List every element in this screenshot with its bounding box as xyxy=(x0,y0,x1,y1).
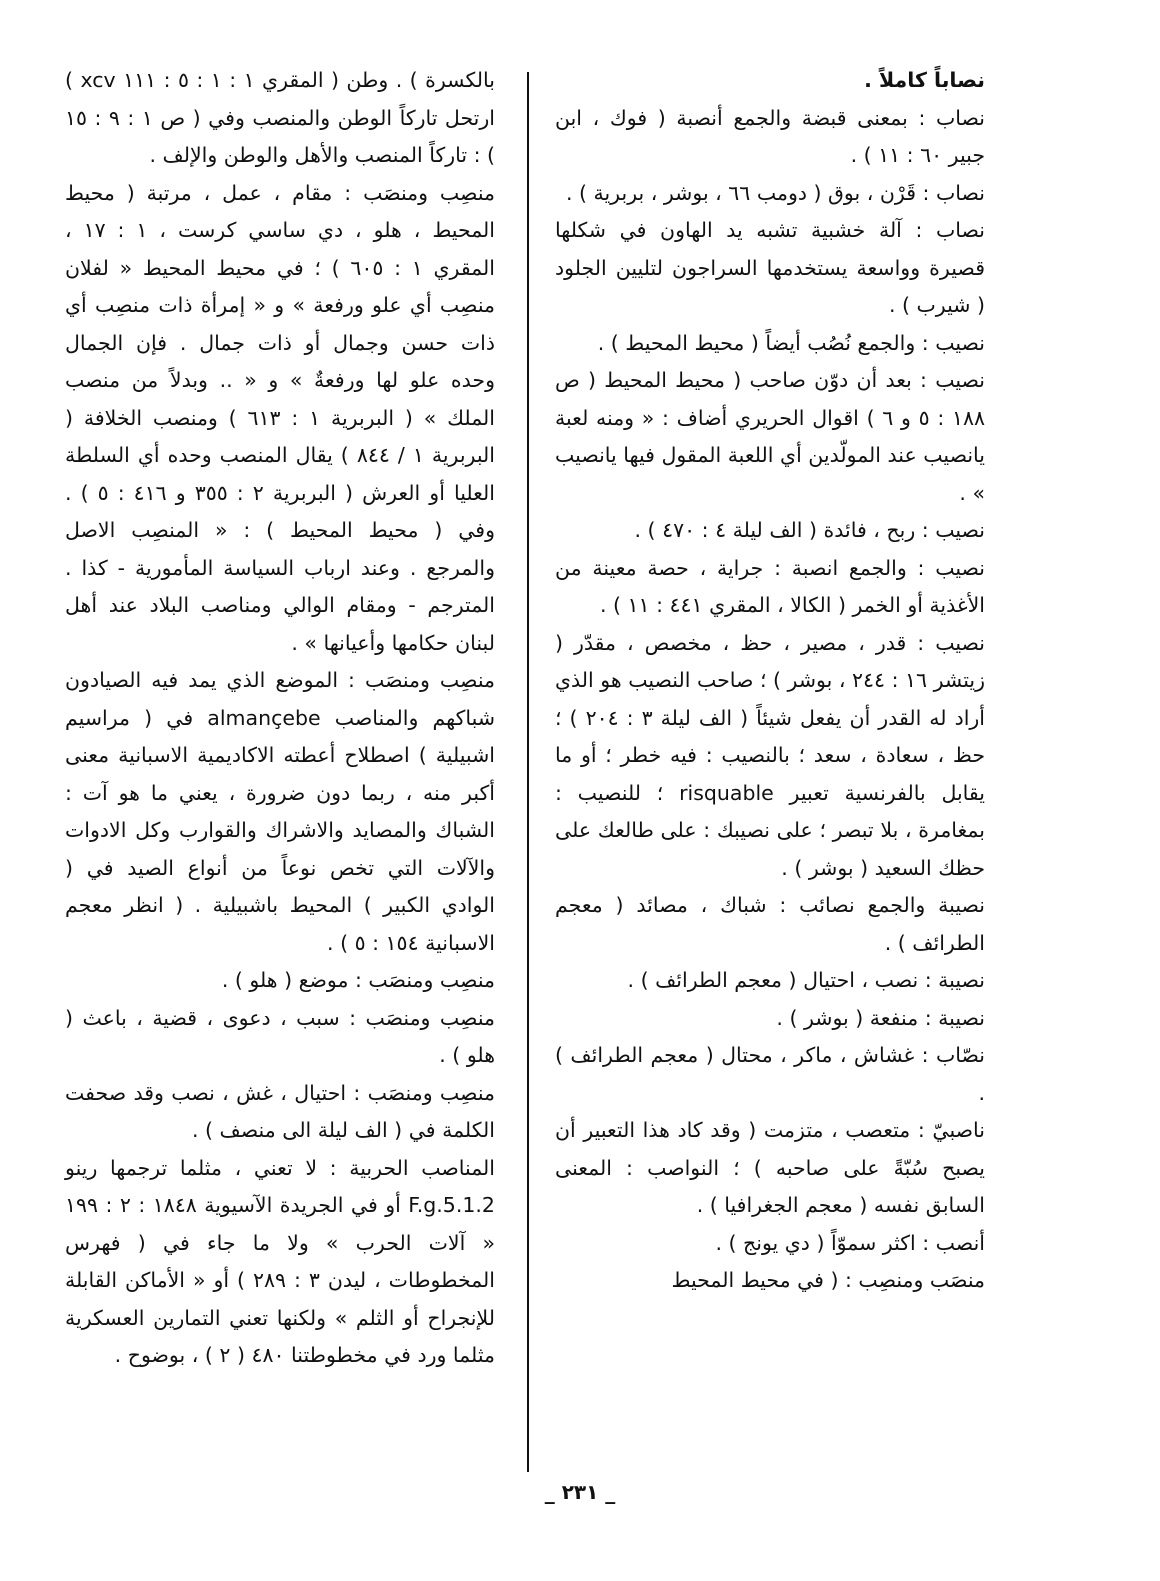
entry-paragraph: منصِب ومنصَب : سبب ، دعوى ، قضية ، باعث ( هلو ) . xyxy=(65,1005,495,1067)
page-number: _ ٢٣١ _ xyxy=(544,1480,616,1504)
entry-paragraph: نصاباً كاملاً . xyxy=(864,68,985,92)
entry-paragraph: نصيب : والجمع نُصُب أيضاً ( محيط المحيط ) . xyxy=(597,330,985,355)
entry-paragraph: نصيبة : نصب ، احتيال ( معجم الطرائف ) . xyxy=(627,968,985,992)
right-column xyxy=(555,62,985,1300)
entry-paragraph: نصّاب : غشاش ، ماكر ، محتال ( معجم الطرائف ) . xyxy=(555,1043,985,1105)
entry-paragraph: ناصبيّ : متعصب ، متزمت ( وقد كاد هذا التعبير أن يصبح سُبّةً على صاحبه ) ؛ النواصب : المعنى السابق نفسه ( معجم الجغرافيا ) . xyxy=(555,1118,985,1217)
entry-paragraph: نصيبة : منفعة ( بوشر ) . xyxy=(776,1005,985,1030)
entry-paragraph: منصِب ومنصَب : موضع ( هلو ) . xyxy=(221,968,495,992)
entry-paragraph: نصاب : بمعنى قبضة والجمع أنصبة ( فوك ، ابن جبير ٦٠ : ١١ ) . xyxy=(555,105,985,167)
column-divider xyxy=(527,72,529,1472)
entry-paragraph: المناصب الحربية : لا تعني ، مثلما ترجمها رينو F.g.5.1.2 أو في الجريدة الآسيوية ١٨٤٨ : ٢ : ١٩٩ « آلات الحرب » ولا ما جاء في ( فهرس المخطوطات ، ليدن ٣ : ٢٨٩ ) أو « الأماكن القابلة للإنجراح أو الثلم » ولكنها تعني التمارين العسكرية مثلما ورد في مخطوطتنا ٤٨٠ ( ٢ ) ، بوضوح . xyxy=(65,1155,495,1367)
entry-paragraph: منصِب ومنصَب : الموضع الذي يمد فيه الصيادون شباكهم والمناصب almançebe في ( مراسيم اشبيلية ) اصطلاح أعطته الاكاديمية الاسبانية معنى أكبر منه ، ربما دون ضرورة ، يعني ما هو آت : الشباك والمصايد والاشراك والقوارب وكل الادوات والآلات التي تخص نوعاً من أنواع الصيد في ( الوادي الكبير ) المحيط باشبيلية . ( انظر معجم الاسبانية ١٥٤ : ٥ ) . xyxy=(65,668,495,955)
entry-paragraph: نصيب : والجمع انصبة : جراية ، حصة معينة من الأغذية أو الخمر ( الكالا ، المقري ٤٤١ : ١١ ) . xyxy=(555,555,985,617)
left-column xyxy=(65,62,495,1375)
entry-paragraph: نصيب : بعد أن دوّن صاحب ( محيط المحيط ( ص ١٨٨ : ٥ و ٦ ) اقوال الحريري أضاف : « ومنه لعبة يانصيب عند المولّدين أي اللعبة المقول فيها يانصيب » . xyxy=(555,368,985,505)
entry-paragraph: بالكسرة ) . وطن ( المقري ١ : ١ : ٥ : ١١١ xcv ) ارتحل تاركاً الوطن والمنصب وفي ( ص ١ : ٩ : ١٥ ) : تاركاً المنصب والأهل والوطن والإلف . xyxy=(65,68,495,167)
entry-paragraph: نصاب : آلة خشبية تشبه يد الهاون في شكلها قصيرة وواسعة يستخدمها السراجون لتليين الجلود ( شيرب ) . xyxy=(555,218,985,317)
entry-paragraph: أنصب : اكثر سموّاً ( دي يونج ) . xyxy=(715,1230,985,1255)
entry-paragraph: منصَب ومنصِب : ( في محيط المحيط xyxy=(671,1268,985,1292)
entry-paragraph: منصِب ومنصَب : مقام ، عمل ، مرتبة ( محيط المحيط ، هلو ، دي ساسي كرست ، ١ : ١٧ ، المقري ١ : ٦٠٥ ) ؛ في محيط المحيط « لفلان منصِب أي علو ورفعة » و « إمرأة ذات منصِب أي ذات حسن وجمال أو ذات جمال . فإن الجمال وحده علو لها ورفعةٌ » و « .. وبدلاً من منصب الملك » ( البربرية ١ : ٦١٣ ) ومنصب الخلافة ( البربرية ١ / ٨٤٤ ) يقال المنصب وحده أي السلطة العليا أو العرش ( البربرية ٢ : ٣٥٥ و ٤١٦ : ٥ ) . وفي ( محيط المحيط ) : « المنصِب الاصل والمرجع . وعند ارباب السياسة المأمورية - كذا . المترجم - ومقام الوالي ومناصب البلاد عند أهل لبنان حكامها وأعيانها » . xyxy=(65,180,495,655)
entry-paragraph: نصيبة والجمع نصائب : شباك ، مصائد ( معجم الطرائف ) . xyxy=(555,893,985,955)
entry-paragraph: منصِب ومنصَب : احتيال ، غش ، نصب وقد صحفت الكلمة في ( الف ليلة الى منصف ) . xyxy=(65,1080,495,1142)
entry-paragraph: نصيب : ربح ، فائدة ( الف ليلة ٤ : ٤٧٠ ) . xyxy=(634,518,985,542)
entry-paragraph: نصاب : قَرْن ، بوق ( دومب ٦٦ ، بوشر ، بربرية ) . xyxy=(565,180,985,205)
entry-paragraph: نصيب : قدر ، مصير ، حظ ، مخصص ، مقدّر ( زيتشر ١٦ : ٢٤٤ ، بوشر ) ؛ صاحب النصيب هو الذي أراد له القدر أن يفعل شيئاً ( الف ليلة ٣ : ٢٠٤ ) ؛ حظ ، سعادة ، سعد ؛ بالنصيب : فيه خطر ؛ أو ما يقابل بالفرنسية تعبير risquable ؛ للنصيب : بمغامرة ، بلا تبصر ؛ على نصيبك : على طالعك على حظك السعيد ( بوشر ) . xyxy=(555,630,985,880)
